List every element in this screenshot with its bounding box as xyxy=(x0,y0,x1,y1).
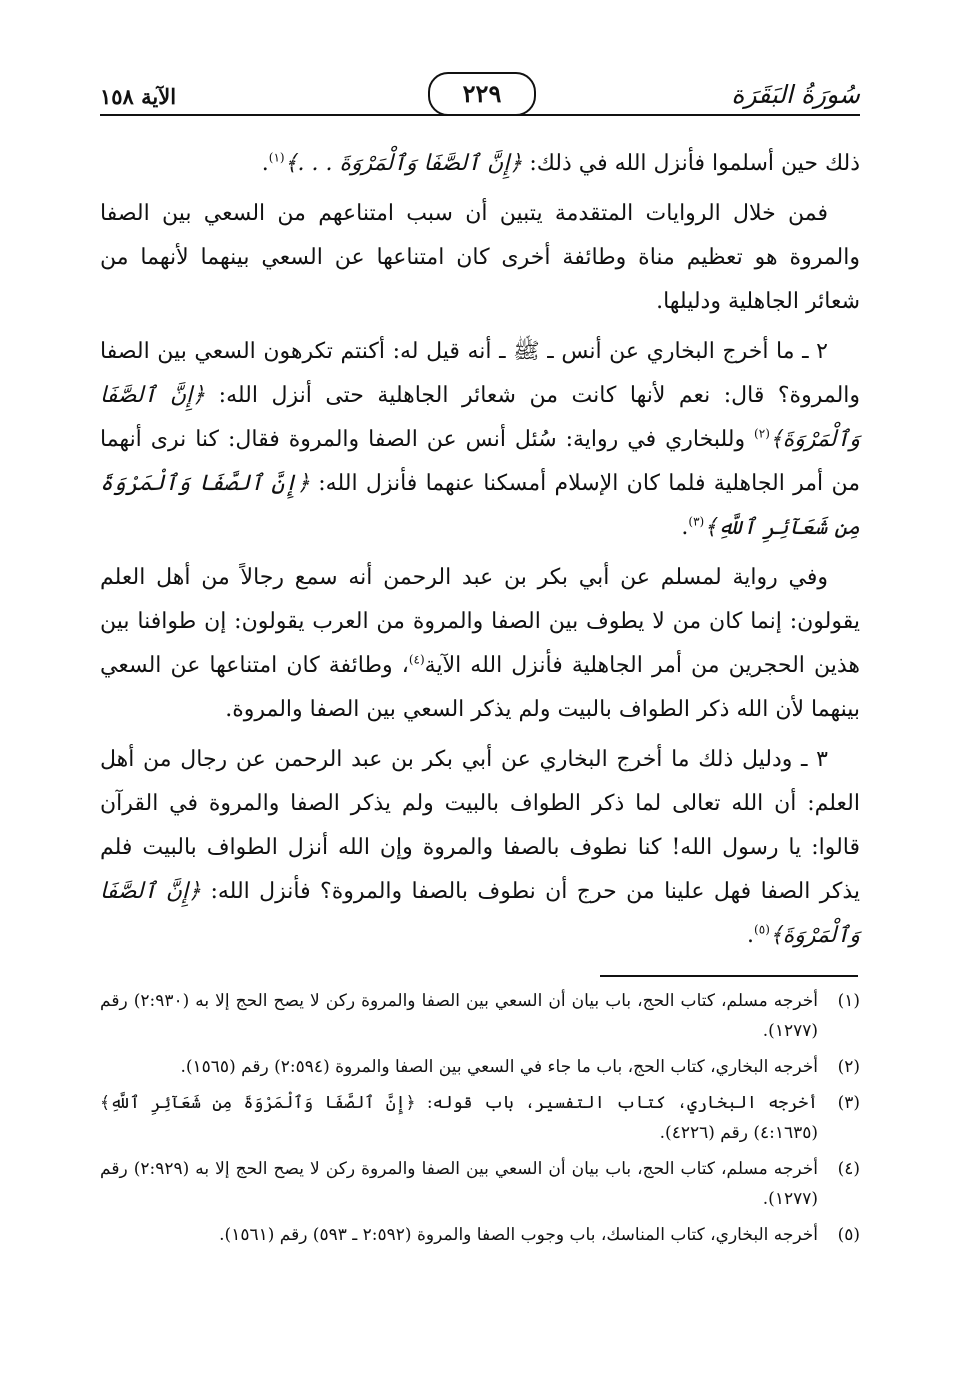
main-text xyxy=(100,142,860,964)
footnotes xyxy=(100,986,860,1256)
footnote-item xyxy=(100,1052,860,1082)
paragraph-5 xyxy=(100,738,860,958)
footnote-text: أخرجه البخاري، كتاب المناسك، باب وجوب الصفا والمروة (٢:٥٩٢ ـ ٥٩٣) رقم (١٥٦١). xyxy=(219,1225,818,1245)
footnote-ref[interactable]: (٣) xyxy=(688,514,705,529)
footnote-separator xyxy=(600,975,858,977)
paragraph-text: ، وطائفة كان امتناعها عن السعي بينهما لأن الله ذكر الطواف بالبيت ولم يذكر السعي بين الصفا والمروة. xyxy=(100,653,860,722)
footnote-item xyxy=(100,1088,860,1148)
paragraph-text: ٢ ـ ما أخرج البخاري عن أنس ـ ﷺ ـ أنه قيل له: أكنتم تكرهون السعي بين الصفا والمروة؟ قال: نعم لأنها كانت من شعائر الجاهلية حتى أنزل الله: xyxy=(100,339,861,408)
paragraph-text: ٣ ـ ودليل ذلك ما أخرج البخاري عن أبي بكر بن عبد الرحمن عن رجال من أهل العلم: أن الله تعالى لما ذكر الطواف بالبيت ولم يذكر الصفا والمروة في القرآن قالوا: يا رسول الله! كنا نطوف بالصفا والمروة وإن الله أنزل الطواف بالبيت فلم يذكر الصفا فهل علينا من حرج أن نطوف بالصفا والمروة؟ فأنزل الله: xyxy=(100,747,860,904)
ayah-reference: الآية ١٥٨ xyxy=(100,84,177,109)
paragraph-4 xyxy=(100,556,860,732)
footnote-text: أخرجه البخاري، كتاب الحج، باب ما جاء في السعي بين الصفا والمروة (٢:٥٩٤) رقم (١٥٦٥). xyxy=(180,1057,818,1077)
footnote-number: (٣) xyxy=(837,1093,860,1113)
paragraph-3 xyxy=(100,330,860,550)
paragraph-text: وللبخاري في رواية: سُئل أنس عن الصفا والمروة فقال: كنا نرى أنهما من أمر الجاهلية فلما كان الإسلام أمسكنا عنهما فأنزل الله: xyxy=(100,427,860,496)
quran-quote: ﴿إِنَّ ٱلصَّفَا وَٱلْمَرْوَةَ﴾ xyxy=(100,383,860,452)
footnote-ref[interactable]: (٥) xyxy=(754,922,770,937)
footnote-item xyxy=(100,1220,860,1250)
footnote-item xyxy=(100,1154,860,1214)
page-number: ٢٢٩ xyxy=(428,72,536,116)
footnote-ref[interactable]: (٢) xyxy=(754,426,770,441)
quran-quote: ﴿إِنَّ ٱلصَّفَا وَٱلْمَرْوَةَ . . .﴾ xyxy=(284,151,523,176)
footnote-ref[interactable]: (١) xyxy=(268,150,285,165)
footnote-number: (٤) xyxy=(837,1159,860,1179)
footnote-text: أخرجه مسلم، كتاب الحج، باب بيان أن السعي بين الصفا والمروة ركن لا يصح الحج إلا به (٢:٩٢٩) رقم (١٢٧٧). xyxy=(100,1159,818,1209)
footnote-text: أخرجه مسلم، كتاب الحج، باب بيان أن السعي بين الصفا والمروة ركن لا يصح الحج إلا به (٢:٩٣٠) رقم (١٢٧٧). xyxy=(100,991,818,1041)
footnote-number: (١) xyxy=(837,991,860,1011)
quran-quote: ﴿إِنَّ ٱلصَّفَا وَٱلْمَرْوَةَ مِن شَعَآئِرِ ٱللَّهِ﴾ xyxy=(100,471,860,540)
quran-quote: ﴿إِنَّ ٱلصَّفَا وَٱلْمَرْوَةَ﴾ xyxy=(100,879,860,948)
paragraph-2: فمن خلال الروايات المتقدمة يتبين أن سبب امتناعهم من السعي بين الصفا والمروة هو تعظيم مناة وطائفة أخرى كان امتناعها عن السعي بينهما لأنهما من شعائر الجاهلية ودليلها. xyxy=(100,201,860,314)
footnote-ref[interactable]: (٤) xyxy=(408,652,425,667)
paragraph-text: . xyxy=(261,151,269,176)
footnote-number: (٥) xyxy=(837,1225,860,1245)
paragraph-1 xyxy=(100,142,860,186)
footnote-item xyxy=(100,986,860,1046)
paragraph-text: . xyxy=(681,515,689,540)
paragraph-text: . xyxy=(747,923,755,948)
footnote-text: أخرجه البخاري، كتاب التفسير، باب قوله: ﴿إِنَّ ٱلصَّفَا وَٱلْمَرْوَةَ مِن شَعَآئِرِ ٱللَّهِ﴾ (٤:١٦٣٥) رقم (٤٢٢٦). xyxy=(100,1093,818,1143)
page-header xyxy=(100,72,860,122)
footnote-number: (٢) xyxy=(837,1057,860,1077)
paragraph-text: وفي رواية لمسلم عن أبي بكر بن عبد الرحمن أنه سمع رجالاً من أهل العلم يقولون: إنما كان من لا يطوف بين الصفا والمروة من العرب يقولون: إن طوافنا بين هذين الحجرين من أمر الجاهلية فأنزل الله الآية xyxy=(100,565,860,678)
surah-title: سُورَةُ البَقَرَة xyxy=(731,80,860,109)
paragraph-text: ذلك حين أسلموا فأنزل الله في ذلك: xyxy=(522,151,860,176)
